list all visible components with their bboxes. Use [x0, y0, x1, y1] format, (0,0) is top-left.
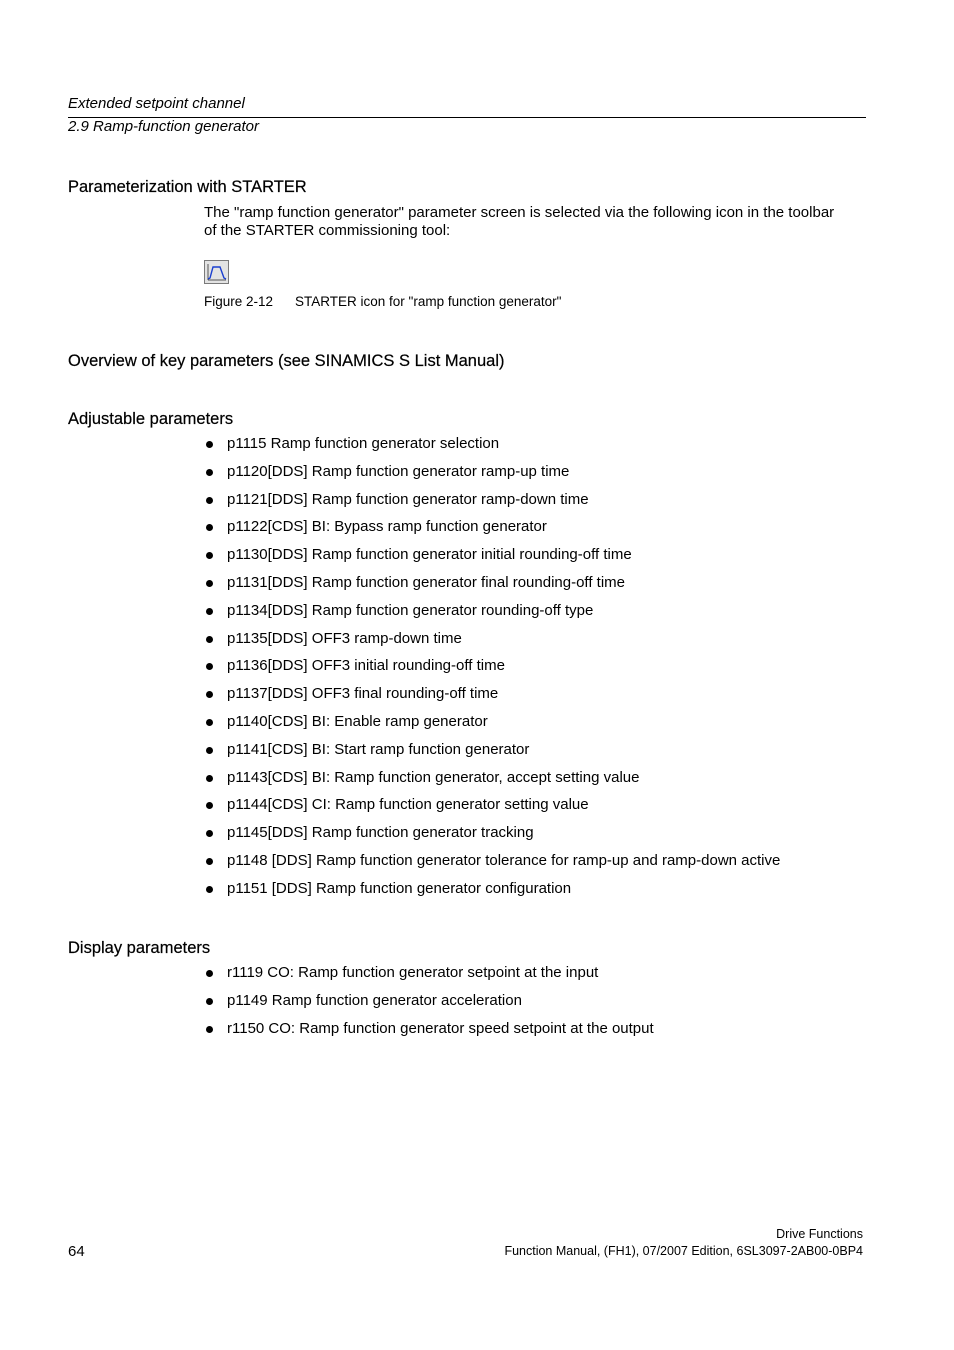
list-item — [204, 769, 780, 797]
list-item — [204, 491, 780, 519]
list-item — [204, 657, 780, 685]
bullet-icon — [206, 1026, 213, 1033]
bullet-icon — [206, 775, 213, 782]
list-item-text: p1135[DDS] OFF3 ramp-down time — [227, 629, 462, 647]
bullet-icon — [206, 830, 213, 837]
list-item-text: p1145[DDS] Ramp function generator tracking — [227, 824, 534, 842]
list-item — [204, 796, 780, 824]
bullet-icon — [206, 747, 213, 754]
bullet-icon — [206, 580, 213, 587]
list-item — [204, 463, 780, 491]
bullet-icon — [206, 691, 213, 698]
bullet-icon — [206, 552, 213, 559]
bullet-icon — [206, 663, 213, 670]
heading-adjustable-parameters: Adjustable parameters — [68, 410, 234, 428]
list-item-text: p1130[DDS] Ramp function generator initial rounding-off time — [227, 546, 632, 564]
list-item — [204, 741, 780, 769]
list-item-text: p1148 [DDS] Ramp function generator tolerance for ramp-up and ramp-down active — [227, 851, 781, 869]
list-item-text: p1149 Ramp function generator acceleration — [227, 991, 522, 1009]
running-header-section: 2.9 Ramp-function generator — [68, 118, 259, 135]
list-item — [204, 630, 780, 658]
list-item-text: p1137[DDS] OFF3 final rounding-off time — [227, 685, 499, 703]
bullet-icon — [206, 441, 213, 448]
list-item — [204, 964, 654, 992]
list-item — [204, 546, 780, 574]
list-item-text: p1151 [DDS] Ramp function generator configuration — [227, 879, 572, 897]
heading-overview: Overview of key parameters (see SINAMICS S List Manual) — [68, 352, 505, 370]
heading-parameterization: Parameterization with STARTER — [68, 178, 307, 196]
page-number: 64 — [68, 1243, 85, 1260]
list-item — [204, 1020, 654, 1048]
list-item — [204, 880, 780, 908]
bullet-icon — [206, 858, 213, 865]
bullet-icon — [206, 802, 213, 809]
bullet-icon — [206, 719, 213, 726]
bullet-icon — [206, 608, 213, 615]
adjustable-parameter-list — [204, 435, 780, 908]
list-item — [204, 435, 780, 463]
list-item-text: p1143[CDS] BI: Ramp function generator, accept setting value — [227, 768, 640, 786]
list-item-text: p1141[CDS] BI: Start ramp function generator — [227, 740, 530, 758]
list-item-text: p1136[DDS] OFF3 initial rounding-off time — [227, 657, 505, 675]
figure-caption — [204, 294, 561, 310]
display-parameter-list — [204, 964, 654, 1047]
bullet-icon — [206, 998, 213, 1005]
list-item — [204, 602, 780, 630]
running-header-chapter: Extended setpoint channel — [68, 95, 245, 112]
footer-book-title: Drive Functions — [776, 1227, 863, 1241]
ramp-function-generator-icon — [204, 260, 229, 284]
figure-number: Figure 2-12 — [204, 294, 274, 309]
list-item-text: p1115 Ramp function generator selection — [227, 435, 500, 452]
starter-description: The "ramp function generator" parameter screen is selected via the following icon in the toolbar of the STARTER commissioning tool: — [204, 204, 835, 239]
bullet-icon — [206, 524, 213, 531]
list-item — [204, 852, 780, 880]
list-item-text: p1121[DDS] Ramp function generator ramp-down time — [227, 490, 589, 508]
bullet-icon — [206, 970, 213, 977]
list-item-text: p1122[CDS] BI: Bypass ramp function generator — [227, 518, 547, 536]
list-item-text: p1144[CDS] CI: Ramp function generator setting value — [227, 796, 589, 814]
bullet-icon — [206, 497, 213, 504]
bullet-icon — [206, 886, 213, 893]
footer-manual-info: Function Manual, (FH1), 07/2007 Edition, 6SL3097-2AB00-0BP4 — [504, 1244, 863, 1258]
list-item — [204, 518, 780, 546]
list-item-text: r1150 CO: Ramp function generator speed setpoint at the output — [227, 1019, 654, 1037]
figure-caption-text: STARTER icon for "ramp function generator" — [295, 294, 562, 309]
list-item — [204, 992, 654, 1020]
bullet-icon — [206, 636, 213, 643]
list-item — [204, 685, 780, 713]
list-item — [204, 824, 780, 852]
heading-display-parameters: Display parameters — [68, 939, 211, 957]
list-item-text: p1134[DDS] Ramp function generator rounding-off type — [227, 601, 594, 619]
list-item-text: p1140[CDS] BI: Enable ramp generator — [227, 712, 488, 730]
list-item-text: p1131[DDS] Ramp function generator final rounding-off time — [227, 573, 626, 591]
list-item-text: p1120[DDS] Ramp function generator ramp-up time — [227, 462, 570, 480]
bullet-icon — [206, 469, 213, 476]
list-item — [204, 713, 780, 741]
list-item — [204, 574, 780, 602]
list-item-text: r1119 CO: Ramp function generator setpoint at the input — [227, 964, 599, 981]
